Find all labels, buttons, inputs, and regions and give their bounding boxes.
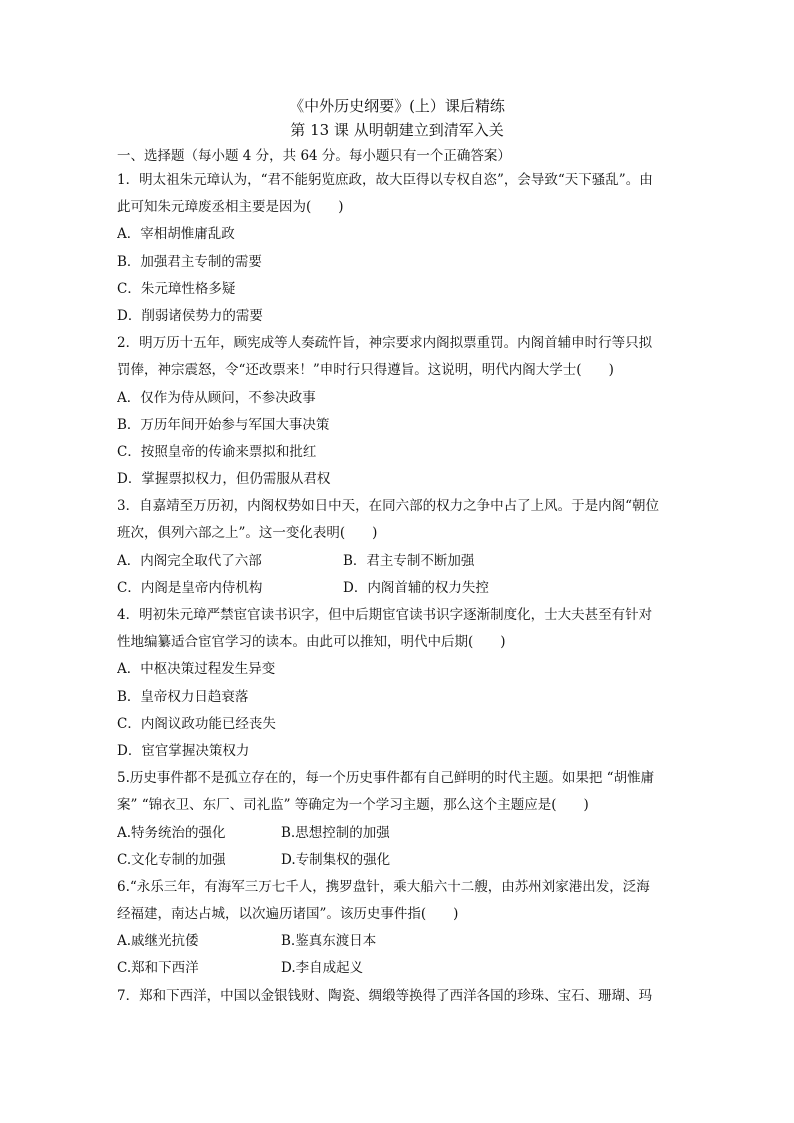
question-6-options-row-1: [117, 928, 683, 955]
question-6-option-d: D.李自成起义: [281, 960, 364, 977]
question-1-stem-line-2: 此可知朱元璋废丞相主要是因为( ): [117, 199, 344, 216]
question-5-option-a: A.特务统治的强化: [117, 824, 226, 841]
question-4-option-c: C．内阁议政功能已经丧失: [117, 715, 276, 732]
question-2-stem-line-1: 2．明万历十五年，顾宪成等人奏疏忤旨，神宗要求内阁拟票重罚。内阁首辅申时行等只拟: [117, 335, 653, 352]
question-5-option-d: D.专制集权的强化: [281, 851, 391, 868]
question-list: [117, 145, 683, 1010]
question-6-options-row-2: [117, 955, 683, 982]
question-1-option-b: B．加强君主专制的需要: [117, 253, 262, 270]
question-5-option-c: C.文化专制的加强: [117, 851, 226, 868]
question-1-option-d: D．削弱诸侯势力的需要: [117, 307, 263, 324]
question-3-options-row-1: [117, 548, 683, 575]
question-2-option-a: A．仅作为侍从顾问，不参决政事: [117, 389, 316, 406]
question-4-stem-line-2: 性地编纂适合宦官学习的读本。由此可以推知，明代中后期( ): [117, 634, 506, 651]
question-3-options-row-2: [117, 575, 683, 602]
question-3-stem-line-1: 3．自嘉靖至万历初，内阁权势如日中天，在同六部的权力之争中占了上风。于是内阁“朝位: [117, 498, 659, 515]
question-4-option-b: B．皇帝权力日趋衰落: [117, 688, 249, 705]
question-3-option-b: B．君主专制不断加强: [343, 552, 475, 569]
question-5-options-row-1: [117, 820, 683, 847]
question-6-stem-line-1: 6.“永乐三年，有海军三万七千人，携罗盘针，乘大船六十二艘，由苏州刘家港出发，泛海: [117, 878, 650, 895]
question-6-option-a: A.戚继光抗倭: [117, 933, 199, 950]
question-1-stem-line-1: 1．明太祖朱元璋认为，“君不能躬览庶政，故大臣得以专权自恣”，会导致“天下骚乱”。由: [117, 172, 653, 188]
section-heading: 一、选择题（每小题 4 分，共 64 分。每小题只有一个正确答案）: [117, 148, 511, 164]
document-title: 《中外历史纲要》(上）课后精练: [289, 97, 505, 115]
question-2-option-b: B．万历年间开始参与军国大事决策: [117, 416, 330, 433]
question-7-stem-line-1: 7．郑和下西洋，中国以金银钱财、陶瓷、绸缎等换得了西洋各国的珍珠、宝石、珊瑚、玛: [117, 987, 653, 1004]
question-6-option-c: C.郑和下西洋: [117, 960, 199, 977]
question-3-option-c: C．内阁是皇帝内侍机构: [117, 579, 263, 596]
question-4-option-a: A．中枢决策过程发生异变: [117, 661, 276, 678]
question-2-stem-line-2: 罚俸，神宗震怒，令“还改票来！”申时行只得遵旨。这说明，明代内阁大学士( ): [117, 362, 614, 379]
question-5-stem-line-2: 案” “锦衣卫、东厂、司礼监” 等确定为一个学习主题，那么这个主题应是( ): [117, 797, 589, 814]
question-1-option-c: C．朱元璋性格多疑: [117, 280, 236, 297]
question-4-option-d: D．宦官掌握决策权力: [117, 742, 250, 759]
lesson-title: 第 13 课 从明朝建立到清军入关: [290, 121, 504, 139]
question-6-stem-line-2: 经福建，南达占城，以次遍历诸国”。该历史事件指( ): [117, 906, 459, 923]
question-4-stem-line-1: 4．明初朱元璋严禁宦官读书识字，但中后期宦官读书识字逐渐制度化，士大夫甚至有针对: [117, 607, 653, 623]
question-1-option-a: A．宰相胡惟庸乱政: [117, 226, 235, 243]
question-3-option-a: A．内阁完全取代了六部: [117, 552, 262, 569]
question-3-option-d: D．内阁首辅的权力失控: [343, 579, 489, 596]
question-2-option-d: D．掌握票拟权力，但仍需服从君权: [117, 471, 331, 488]
question-3-stem-line-2: 班次，俱列六部之上”。这一变化表明( ): [117, 525, 378, 542]
question-5-option-b: B.思想控制的加强: [281, 824, 390, 841]
question-5-stem-line-1: 5.历史事件都不是孤立存在的，每一个历史事件都有自己鲜明的时代主题。如果把 “胡惟庸: [117, 770, 655, 787]
question-6-option-b: B.鉴真东渡日本: [281, 933, 377, 950]
question-5-options-row-2: [117, 847, 683, 874]
question-2-option-c: C．按照皇帝的传谕来票拟和批红: [117, 443, 317, 460]
